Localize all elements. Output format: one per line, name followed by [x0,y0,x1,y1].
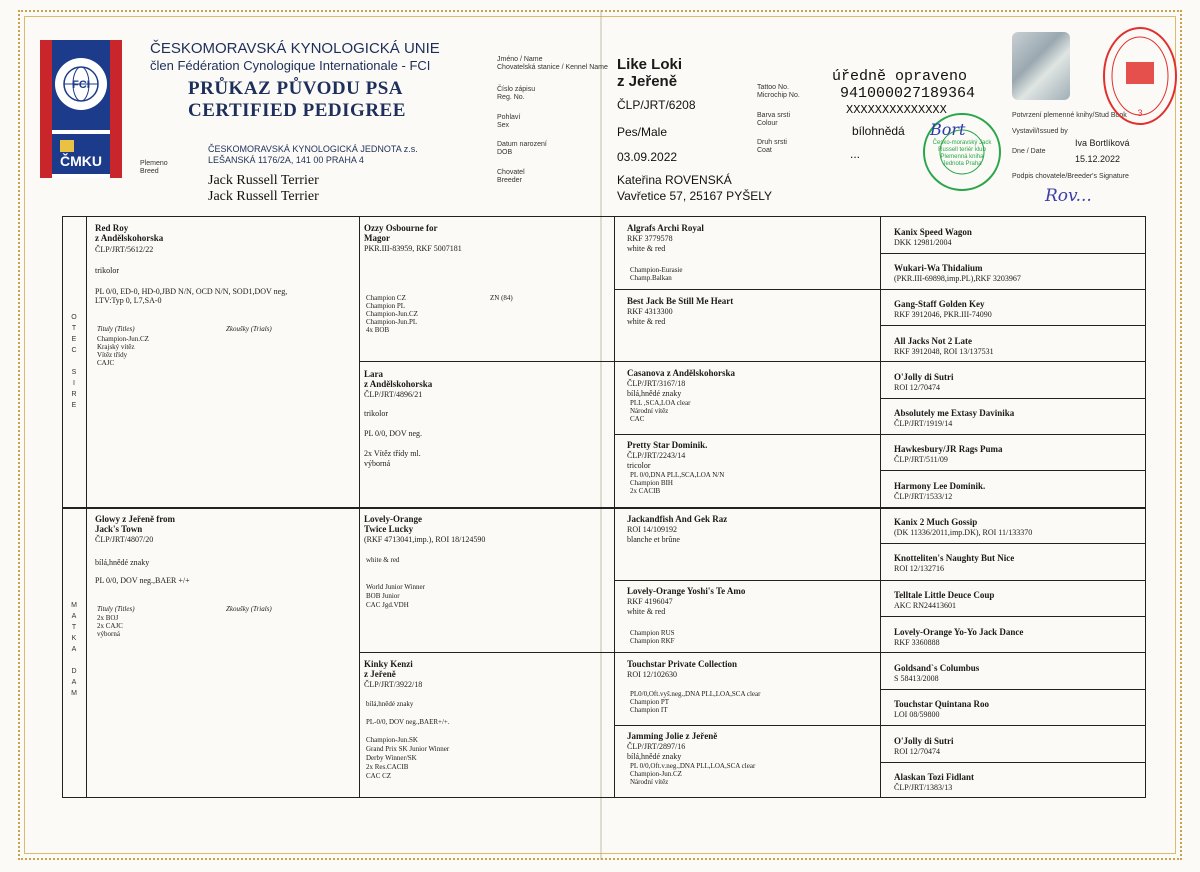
org-name: ČESKOMORAVSKÁ KYNOLOGICKÁ UNIE [150,40,440,57]
breeder-address: Vavřetice 57, 25167 PYŠELY [617,189,772,203]
colour-value: bílohnědá [852,124,905,138]
coat-label: Druh srsti Coat [757,139,787,154]
gen4-7-name: Harmony Lee Dominik. [894,481,986,491]
breed-value-en: Jack Russell Terrier [208,189,319,204]
gen4-12-reg: S 58413/2008 [894,674,939,683]
gen3-6-extra: PL0/0,Oft.vyš.neg.,DNA PLL,LOA,SCA clear Champion PT Champion IT [630,690,761,714]
gen2-0-reg: PKR.III-83959, RKF 5007181 [364,244,462,253]
green-stamp-text: Česko-moravský Jack Russell teriér klub Plemenná kniha Jednota Praha [932,140,992,167]
grid-line [880,470,1146,471]
sire-health: PL 0/0, ED-0, HD-0,JBD N/N, OCD N/N, SOD1,DOV neg, LTV:Typ 0, L7,SA-0 [95,287,288,305]
gen4-2-name: Gang-Staff Golden Key [894,299,985,309]
gen2-1-extra: trikolor PL 0/0, DOV neg. 2x Vítěz třídy ml. výborná [364,409,422,468]
gen4-11-name: Lovely-Orange Yo-Yo Jack Dance [894,627,1024,637]
grid-line [880,398,1146,399]
grid-line [359,652,1146,653]
gen4-7-reg: ČLP/JRT/1533/12 [894,492,953,501]
gen3-3-name: Pretty Star Dominik. [627,440,708,450]
gen4-14-reg: ROI 12/70474 [894,747,940,756]
gen3-6-name: Touchstar Private Collection [627,659,737,669]
dam-titles-label: Tituly (Titles) [97,605,135,613]
gen3-7-name: Jamming Jolie z Jeřeně [627,731,718,741]
sire-titles-label: Tituly (Titles) [97,325,135,333]
grid-line [880,253,1146,254]
grid-line [614,289,1146,290]
breeder-name: Kateřina ROVENSKÁ [617,173,732,187]
dam-health: PL 0/0, DOV neg.,BAER +/+ [95,576,190,585]
sire-name: Red Roy z Andělskohorska [95,223,164,243]
gen4-12-name: Goldsand`s Columbus [894,663,980,673]
gen4-10-reg: AKC RN24413601 [894,601,957,610]
gen4-5-reg: ČLP/JRT/1919/14 [894,419,953,428]
breed-label: Plemeno Breed [140,160,168,175]
gen2-0-name: Ozzy Osbourne for Magor [364,223,438,243]
dog-reg: ČLP/JRT/6208 [617,98,696,112]
gen4-8-reg: (DK 11336/2011,imp.DK), ROI 11/133370 [894,528,1033,537]
gen4-3-name: All Jacks Not 2 Late [894,336,972,346]
title-cz: PRŮKAZ PŮVODU PSA [188,78,404,99]
gen4-1-name: Wukari-Wa Thidalium [894,263,983,273]
gen3-2-colour: bílá,hnědé znaky [627,389,682,398]
gen3-6-reg: ROI 12/102630 [627,670,677,679]
title-en: CERTIFIED PEDIGREE [188,100,406,121]
gen3-4-reg: ROI 14/109192 [627,525,677,534]
gen2-2-name: Lovely-Orange Twice Lucky [364,514,422,534]
signature-label: Podpis chovatele/Breeder's Signature [1012,173,1129,180]
gen3-3-colour: tricolor [627,461,651,470]
breeder-label: Chovatel Breeder [497,169,525,184]
tattoo-label: Tattoo No. Microchip No. [757,84,800,99]
gen2-3-extra: bílá,hnědé znaky PL-0/0, DOV neg.,BAER+/+. Champion-Jun.SK Grand Prix SK Junior Winner Derby Winner/SK 2x Res.CACIB CAC CZ [366,700,450,780]
grid-line [880,543,1146,544]
gen2-3-reg: ČLP/JRT/3922/18 [364,680,423,689]
gen3-0-colour: white & red [627,244,666,253]
gen4-13-name: Touchstar Quintana Roo [894,699,990,709]
colour-label: Barva srsti Colour [757,112,791,127]
gen4-0-name: Kanix Speed Wagon [894,227,972,237]
issue-date-value: 15.12.2022 [1075,154,1121,164]
club-address: LEŠANSKÁ 1176/2A, 141 00 PRAHA 4 [208,155,364,165]
sire-trials-label: Zkoušky (Trials) [226,325,272,333]
gen4-14-name: O'Jolly di Sutri [894,736,954,746]
cmku-logo-text: ČMKU [60,153,102,169]
gen2-1-name: Lara z Andělskohorska [364,369,433,389]
breed-value: Jack Russell Terrier [208,173,319,188]
gen3-2-extra: PLL ,SCA,LOA clear Národní vítěz CAC [630,399,691,423]
microchip-struck: XXXXXXXXXXXXXX [846,103,947,117]
gen3-3-extra: PL 0/0,DNA PLL,SCA,LOA N/N Champion BIH 2x CACIB [630,471,725,495]
gen4-6-name: Hawkesbury/JR Rags Puma [894,444,1003,454]
gen3-2-name: Casanova z Andělskohorska [627,368,736,378]
dam-reg: ČLP/JRT/4807/20 [95,535,154,544]
gen2-1-reg: ČLP/JRT/4896/21 [364,390,423,399]
kennel-label: Chovatelská stanice / Kennel Name [497,64,608,71]
corrected-note: úředně opraveno [832,68,968,85]
grid-line [614,434,1146,435]
coat-value: ... [850,147,861,161]
gen4-15-name: Alaskan Tozi Fidlant [894,772,975,782]
gen3-7-reg: ČLP/JRT/2897/16 [627,742,686,751]
gen4-8-name: Kanix 2 Much Gossip [894,517,978,527]
red-studbook-stamp [1100,24,1180,128]
gen2-3-name: Kinky Kenzi z Jeřeně [364,659,413,679]
issued-label: Vystavil/Issued by [1012,128,1068,135]
gen4-2-reg: RKF 3912046, PKR.III-74090 [894,310,992,319]
gen3-5-reg: RKF 4196047 [627,597,673,606]
gen3-1-name: Best Jack Be Still Me Heart [627,296,734,306]
grid-line [880,762,1146,763]
gen4-1-reg: (PKR.III-69898,imp.PL),RKF 3203967 [894,274,1021,283]
gen2-0-extra: Champion CZ Champion PL Champion-Jun.CZ Champion-Jun.PL 4x BOB [366,294,418,334]
dam-name: Glowy z Jeřeně from Jack's Town [95,514,176,534]
org-member: člen Fédération Cynologique Internationale - FCI [150,58,431,73]
gen4-9-reg: ROI 12/132716 [894,564,944,573]
gen3-7-colour: bílá,hnědé znaky [627,752,682,761]
club-name: ČESKOMORAVSKÁ KYNOLOGICKÁ JEDNOTA z.s. [208,144,418,154]
studbook-label: Potvrzení plemenné knihy/Stud Book [1012,112,1127,119]
gen3-0-name: Algrafs Archi Royal [627,223,704,233]
sire-reg: ČLP/JRT/5612/22 [95,245,154,254]
sire-side-label: O T E C S I R E [71,314,77,409]
grid-line [614,580,1146,581]
grid-line [880,325,1146,326]
issued-by-value: Iva Bortlíková [1075,138,1130,148]
gen3-1-reg: RKF 4313300 [627,307,673,316]
gen3-5-name: Lovely-Orange Yoshi's Te Amo [627,586,746,596]
grid-line [62,507,1146,509]
grid-line [880,616,1146,617]
dam-trials-label: Zkoušky (Trials) [226,605,272,613]
microchip-number: 941000027189364 [840,85,976,102]
dob-label: Datum narození DOB [497,141,547,156]
dam-colour: bílá,hnědé znaky [95,558,150,567]
gen4-13-reg: LOI 08/59800 [894,710,940,719]
gen3-7-extra: PL 0/0,Oft.v.neg.,DNA PLL,LOA,SCA clear Champion-Jun.CZ Národní vítěz [630,762,756,786]
issuer-signature-mark: Bort [930,120,966,139]
dog-name: Like Loki [617,56,683,73]
breeder-signature: Rov... [1045,186,1092,206]
gen3-4-name: Jackandfish And Gek Raz [627,514,728,524]
gen3-4-colour: blanche et brûne [627,535,680,544]
gen3-5-extra: Champion RUS Champion RKF [630,629,675,645]
gen3-3-reg: ČLP/JRT/2243/14 [627,451,686,460]
name-label: Jméno / Name [497,56,543,63]
gen3-5-colour: white & red [627,607,666,616]
date-label: Dne / Date [1012,148,1046,155]
gen4-5-name: Absolutely me Extasy Davinika [894,408,1015,418]
hologram-sticker [1012,32,1070,100]
gen4-4-reg: ROI 12/70474 [894,383,940,392]
gen3-1-colour: white & red [627,317,666,326]
fci-logo-text: FCI [72,79,90,91]
gen3-0-extra: Champion-Eurasie Champ.Balkan [630,266,683,282]
grid-line [880,689,1146,690]
gen4-9-name: Knotteliten's Naughty But Nice [894,553,1015,563]
gen4-4-name: O'Jolly di Sutri [894,372,954,382]
gen3-0-reg: RKF 3779578 [627,234,673,243]
reg-label: Číslo zápisu Reg. No. [497,86,536,101]
dam-titles: 2x BOJ 2x CAJC výborná [97,614,123,638]
gen2-0-zn: ZN (84) [490,294,513,302]
gen2-2-reg: (RKF 4713041,imp.), ROI 18/124590 [364,535,486,544]
gen4-0-reg: DKK 12981/2004 [894,238,952,247]
dog-sex: Pes/Male [617,125,668,139]
gen4-11-reg: RKF 3360888 [894,638,940,647]
grid-line [359,361,1146,362]
gen4-15-reg: ČLP/JRT/1383/13 [894,783,953,792]
sire-titles: Champion-Jun.CZ Krajský vítěz Vítěz třídy CAJC [97,335,149,367]
gen4-10-name: Telltale Little Deuce Coup [894,590,995,600]
cmku-fci-logo [40,40,122,178]
dam-side-label: M A T K A D A M [71,602,77,697]
dog-dob: 03.09.2022 [617,150,678,164]
grid-line [614,725,1146,726]
gen4-6-reg: ČLP/JRT/511/09 [894,455,948,464]
gen2-2-extra: white & red World Junior Winner BOB Junior CAC Jgd.VDH [366,556,425,609]
dog-kennel: z Jeřeně [617,73,678,90]
gen4-3-reg: RKF 3912048, ROI 13/137531 [894,347,994,356]
sire-colour: trikolor [95,266,119,275]
red-stamp-number: 3 [1137,108,1143,118]
sex-label: Pohlaví Sex [497,114,521,129]
gen3-2-reg: ČLP/JRT/3167/18 [627,379,686,388]
